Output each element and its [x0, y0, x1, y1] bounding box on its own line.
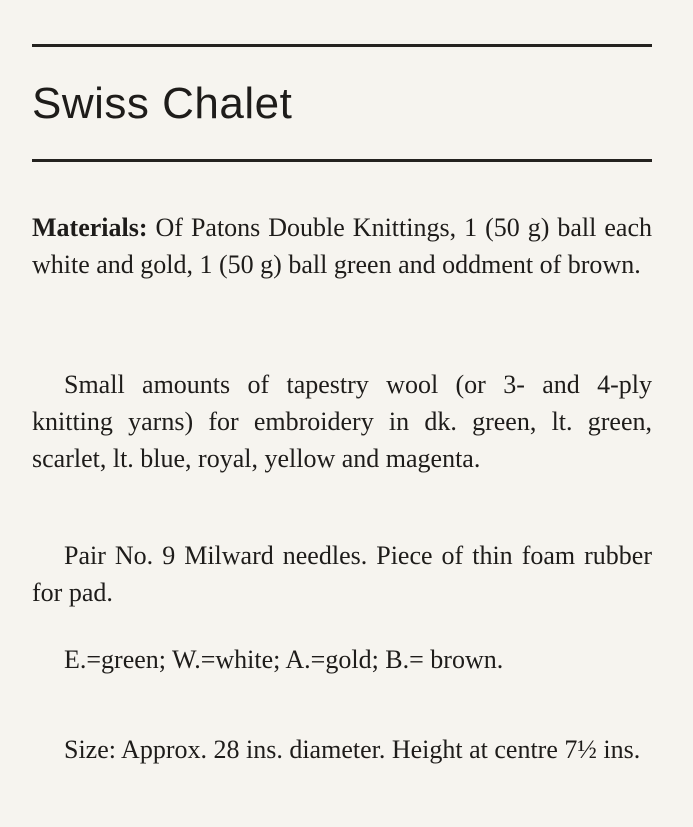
tapestry-wool-paragraph: Small amounts of tapestry wool (or 3- and 4-ply knitting yarns) for embroidery in dk. green, lt. green, scarlet, lt. blue, royal, yellow and magenta. [32, 370, 652, 473]
size-paragraph: Size: Approx. 28 ins. diameter. Height at centre 7½ ins. [64, 735, 641, 764]
title-underline-rule [32, 159, 652, 162]
page-title: Swiss Chalet [32, 79, 293, 128]
materials-label: Materials: [32, 213, 148, 242]
needles-paragraph: Pair No. 9 Milward needles. Piece of thin foam rubber for pad. [32, 541, 652, 607]
colour-key-paragraph: E.=green; W.=white; A.=gold; B.= brown. [64, 645, 504, 674]
top-rule [32, 44, 652, 47]
materials-text: Of Patons Double Knittings, 1 (50 g) ball each white and gold, 1 (50 g) ball green and oddment of brown. [32, 213, 652, 279]
materials-paragraph [32, 209, 652, 283]
